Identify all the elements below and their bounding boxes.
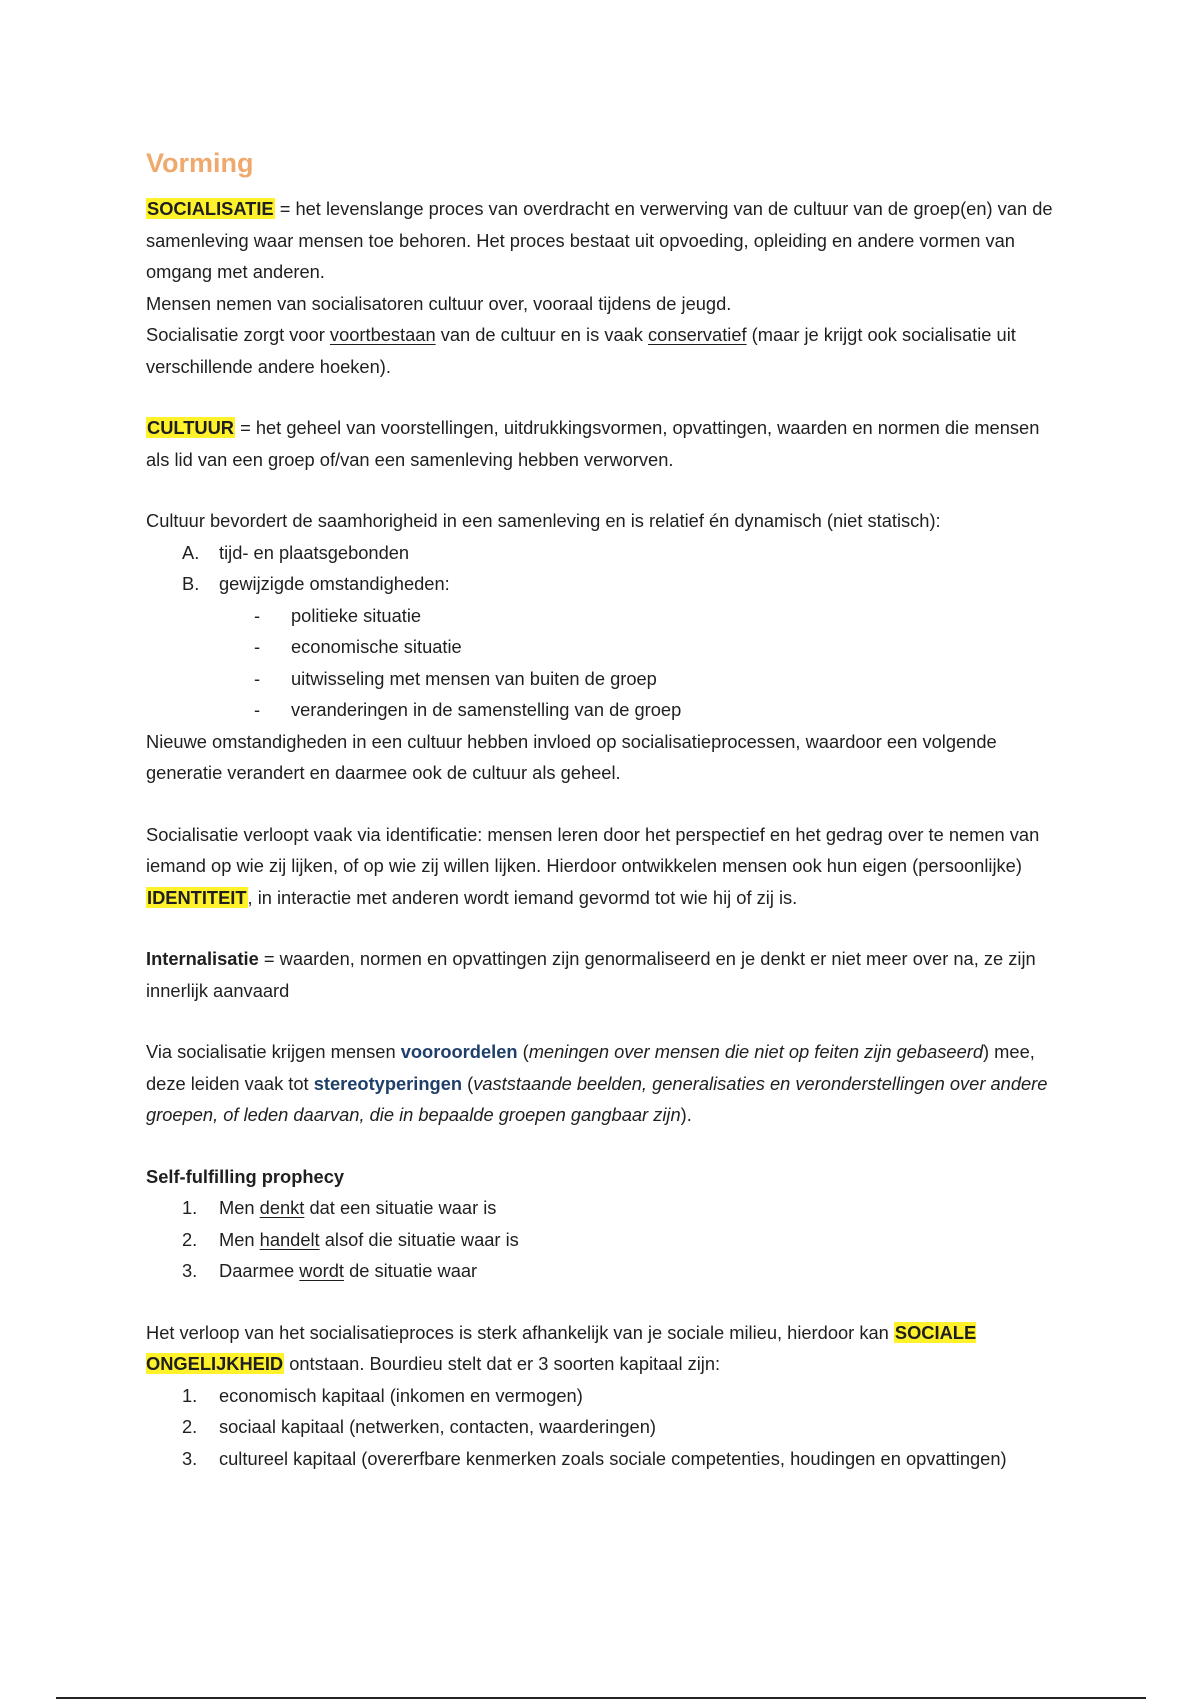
- list-item: 3. Daarmee wordt de situatie waar: [182, 1260, 478, 1281]
- socialisatie-line2: Mensen nemen van socialisatoren cultuur over, vooraal tijdens de jeugd.: [146, 292, 732, 314]
- vooroordelen-paragraph: Via socialisatie krijgen mensen vooroordelen (meningen over mensen die niet op feiten zijn gebaseerd) mee, deze leiden vaak tot stereotyperingen (vaststaande beelden, generalisaties en veronderstellingen over andere groepen, of leden daarvan, die in bepaalde groepen gangbaar zijn).: [146, 1041, 1048, 1125]
- highlight-socialisatie: SOCIALISATIE: [147, 198, 274, 219]
- list-item: B. gewijzigde omstandigheden:: [182, 573, 450, 594]
- sub-list-item: - politieke situatie: [254, 604, 422, 626]
- underline-conservatief: conservatief: [648, 324, 747, 345]
- socialisatie-line3: Socialisatie zorgt voor voortbestaan van de cultuur en is vaak conservatief (maar je krijgt ook socialisatie uit verschillende andere hoeken).: [146, 324, 1016, 377]
- underline-voortbestaan: voortbestaan: [329, 324, 436, 345]
- ongelijkheid-paragraph: Het verloop van het socialisatieproces is sterk afhankelijk van je sociale milieu, hierdoor kan SOCIALE ONGELIJKHEID ontstaan. Bourdieu stelt dat er 3 soorten kapitaal zijn:: [146, 1321, 977, 1374]
- list-item: 2. Men handelt alsof die situatie waar is: [182, 1228, 519, 1250]
- dynamisch-outro: Nieuwe omstandigheden in een cultuur hebben invloed op socialisatieprocessen, waardoor een volgende generatie verandert en daarmee ook de cultuur als geheel.: [146, 730, 997, 783]
- socialisatie-definition: SOCIALISATIE = het levenslange proces van overdracht en verwerving van de cultuur van de groep(en) van de samenleving waar mensen toe behoren. Het proces bestaat uit opvoeding, opleiding en andere vormen van omgang met anderen.: [146, 198, 1053, 282]
- identiteit-paragraph: Socialisatie verloopt vaak via identificatie: mensen leren door het perspectief en het gedrag over te nemen van iemand op wie zij lijken, of op wie zij willen lijken. Hierdoor ontwikkelen mensen ook hun eigen (persoonlijke) IDENTITEIT, in interactie met anderen wordt iemand gevormd tot wie hij of zij is.: [146, 823, 1040, 908]
- highlight-sociale-ongelijkheid: SOCIALE ONGELIJKHEID: [146, 1321, 977, 1374]
- term-vooroordelen: vooroordelen: [400, 1041, 518, 1062]
- list-item: 3. cultureel kapitaal (overerfbare kenmerken zoals sociale competenties, houdingen en opvattingen): [182, 1447, 1007, 1469]
- cultuur-definition: CULTUUR = het geheel van voorstellingen, uitdrukkingsvormen, opvattingen, waarden en normen die mensen als lid van een groep of/van een samenleving hebben verworven.: [146, 417, 1040, 470]
- list-item: 2. sociaal kapitaal (netwerken, contacten, waarderingen): [182, 1416, 656, 1437]
- prophecy-heading: Self-fulfilling prophecy: [146, 1165, 345, 1187]
- sub-list-item: - economische situatie: [254, 636, 462, 657]
- internalisatie-definition: Internalisatie = waarden, normen en opvattingen zijn genormaliseerd en je denkt er niet meer over na, ze zijn innerlijk aanvaard: [146, 948, 1036, 1001]
- sub-list-item: - veranderingen in de samenstelling van de groep: [254, 699, 682, 720]
- list-item: 1. economisch kapitaal (inkomen en vermogen): [182, 1384, 583, 1406]
- internalisatie-term: Internalisatie: [146, 948, 259, 969]
- highlight-identiteit: IDENTITEIT: [147, 886, 247, 908]
- dynamisch-intro: Cultuur bevordert de saamhorigheid in een samenleving en is relatief én dynamisch (niet statisch):: [146, 510, 941, 531]
- term-stereotyperingen: stereotyperingen: [313, 1072, 463, 1094]
- document-page: [146, 148, 1066, 1474]
- highlight-cultuur: CULTUUR: [147, 417, 234, 438]
- page-bottom-rule: [56, 1697, 1146, 1699]
- page-title: Vorming: [146, 148, 254, 178]
- list-item: 1. Men denkt dat een situatie waar is: [182, 1197, 497, 1218]
- sub-list-item: - uitwisseling met mensen van buiten de groep: [254, 667, 657, 689]
- list-item: A. tijd- en plaatsgebonden: [182, 541, 410, 563]
